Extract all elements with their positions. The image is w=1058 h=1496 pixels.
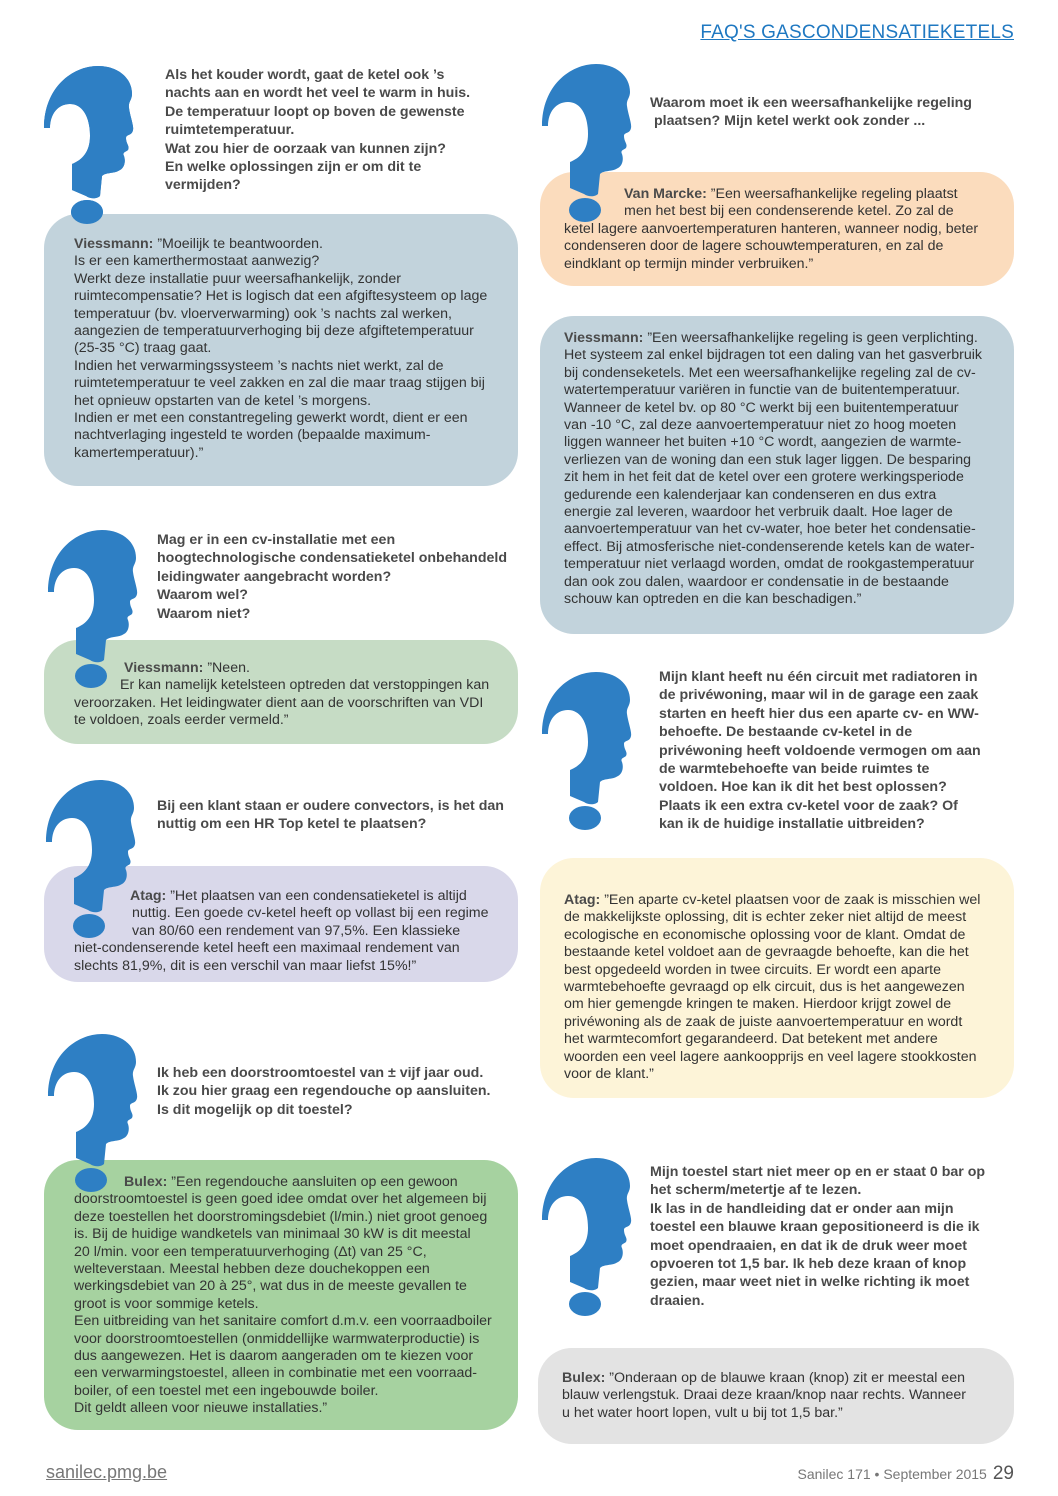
question-5: Bij een klant staan er oudere convectors, is het dan nuttig om een HR Top ketel te plaatsen?: [157, 798, 504, 833]
answer-6-bulex: Bulex: ”Een regendouche aansluiten op een gewoon doorstroomtoestel is geen goed idee omdat over het algemeen bij deze toestellen het doorstromingsdebiet (l/min.) niet groot genoeg is. Bij de huidige wandketels van minimaal 30 kW is dit meestal 20 l/min. voor een temperatuurverhoging (Δt) van 25 °C, welteverstaan. Meestal hebben deze douchekoppen een werkingsdebiet van 20 à 25°, wat dus in de meeste gevallen te groot is voor sommige ketels. Een uitbreiding van het sanitaire comfort d.m.v. een voorraadboiler voor doorstroomtoestellen (onmiddellijke warmwaterproductie) is dus aangewezen. Het is daarom aangeraden om te kiezen voor een verwarmingstoestel, alleen in combinatie met een voorraad- boiler, of een toestel met een ingebouwde boiler. Dit geldt alleen voor nieuwe installaties.”: [44, 1160, 518, 1430]
speaker: Van Marcke:: [624, 186, 707, 202]
speaker: Bulex:: [562, 1370, 606, 1386]
speaker: Atag:: [130, 888, 167, 904]
speaker: Viessmann:: [564, 330, 644, 346]
answer-3-viessmann: Viessmann: ”Neen. Er kan namelijk ketelsteen optreden dat verstoppingen kan veroorzaken. Het leidingwater dient aan de voorschriften van VDI te voldoen, zoals eerder vermeld.”: [44, 640, 518, 744]
question-mark-head-profile-icon: [44, 778, 136, 938]
answer-4-atag: Atag: ”Een aparte cv-ketel plaatsen voor de zaak is misschien wel de makkelijkste oplossing, dit is echter zeker niet altijd de meest ecologische en economische oplossing voor de klant. Omdat de bestaande ketel voldoet aan de gevraagde behoefte, kan die het best opgedeeld worden in twee circuits. Er wordt een aparte warmtebehoefte gevraagd op elk circuit, dus is het aangewezen om hier gemengde kringen te maken. Hierdoor krijgt zowel de privéwoning als de zaak de juiste aanvoertemperatuur en wordt het warmtecomfort gegarandeerd. Dat betekent met andere woorden een veel lagere aankoopprijs en veel lagere stookkosten voor de klant.”: [540, 858, 1014, 1098]
page-number: 29: [992, 1463, 1014, 1484]
question-mark-head-profile-icon: [540, 62, 632, 222]
question-mark-head-profile-icon: [46, 528, 138, 688]
question-mark-head-profile-icon: [46, 1032, 138, 1192]
question-7: Mijn toestel start niet meer op en er staat 0 bar op het scherm/metertje af te lezen. Ik las in de handleiding dat er onder aan mijn toestel een blauwe kraan gepositioneerd is die ik moet opendraaien, en dat ik de druk weer moet opvoeren tot 1,5 bar. Ik heb deze kraan of knop gezien, maar weet niet in welke richting ik moet draaien.: [650, 1164, 986, 1309]
footer-website-link[interactable]: sanilec.pmg.be: [46, 1462, 168, 1482]
speaker: Bulex:: [124, 1174, 168, 1190]
question-mark-head-profile-icon: [540, 1156, 632, 1316]
speaker: Atag:: [564, 892, 601, 908]
question-mark-head-profile-icon: [42, 64, 134, 224]
question-mark-head-profile-icon: [540, 670, 632, 830]
question-4: Mijn klant heeft nu één circuit met radiatoren in de privéwoning, maar wil in de garage een zaak starten en heeft hier dus een aparte cv- en WW- behoefte. De bestaande cv-ketel in de privéwoning heeft voldoende vermogen om aan de warmtebehoefte van beide ruimtes te voldoen. Hoe kan ik dit het best oplossen? Plaats ik een extra cv-ketel voor de zaak? Of kan ik de huidige installatie uitbreiden?: [659, 669, 981, 833]
answer-2-viessmann: Viessmann: ”Een weersafhankelijke regeling is geen verplichting. Het systeem zal enkel bijdragen tot een daling van het gasverbruik bij condenseketels. Met een weersafhankelijke regeling zal de cv- watertemperatuur variëren in functie van de buitentemperatuur. Wanneer de ketel bv. op 80 °C werkt bij een buitentemperatuur van -10 °C, zal deze aanvoertemperatuur niet zo hoog moeten liggen wanneer het buiten +10 °C wordt, aangezien de warmte- verliezen van de woning dan een stuk lager liggen. De besparing zit hem in het feit dat de ketel over een grotere werkingsperiode gedurende een kalenderjaar kan condenseren en dus extra energie zal leveren, waardoor het verbruik daalt. Hoe lager de aanvoertemperatuur van het cv-water, hoe beter het condensatie- effect. Bij atmosferische niet-condenserende ketels kan de water- temperatuur niet verlaagd worden, omdat de rookgastemperatuur dan ook zou dalen, waardoor er condensatie in de bestaande schouw kan optreden en die kan beschadigen.”: [540, 316, 1014, 634]
answer-2-van-marcke: Van Marcke: ”Een weersafhankelijke regeling plaatst men het best bij een condenserende ketel. Zo zal de ketel lagere aanvoertemperaturen hanteren, wanneer nodig, beter condenseren door de lagere schouwtemperaturen, en zal de eindklant op termijn minder verbruiken.”: [540, 172, 1014, 286]
question-3: Mag er in een cv-installatie met een hoogtechnologische condensatieketel onbehandeld leidingwater aangebracht worden? Waarom wel? Waarom niet?: [157, 532, 508, 622]
question-6: Ik heb een doorstroomtoestel van ± vijf jaar oud. Ik zou hier graag een regendouche op aansluiten. Is dit mogelijk op dit toestel?: [157, 1065, 491, 1118]
speaker: Viessmann:: [124, 660, 204, 676]
answer-1-viessmann: Viessmann: ”Moeilijk te beantwoorden. Is er een kamerthermostaat aanwezig? Werkt deze installatie puur weersafhankelijk, zonder ruimtecompensatie? Het is logisch dat een afgiftesysteem op lage temperatuur (bv. vloerverwarming) ook ’s nachts zal werken, aangezien de temperatuurverhoging bij deze afgiftetemperatuur (25-35 °C) traag gaat. Indien het verwarmingssysteem ’s nachts niet werkt, zal de ruimtetemperatuur te veel zakken en zal die maar traag stijgen bij het opnieuw opstarten van de ketel ’s morgens. Indien er met een constantregeling gewerkt wordt, dient er een nachtverlaging ingesteld te worden (bepaalde maximum- kamertemperatuur).”: [44, 214, 518, 486]
answer-7-bulex: Bulex: ”Onderaan op de blauwe kraan (knop) zit er meestal een blauw verlengstuk. Draai deze kraan/knop naar rechts. Wanneer u het water hoort lopen, vult u bij tot 1,5 bar.”: [538, 1348, 1014, 1444]
page-header: FAQ'S GASCONDENSATIEKETELS: [700, 22, 1014, 43]
speaker: Viessmann:: [74, 236, 154, 252]
question-1: Als het kouder wordt, gaat de ketel ook ’s nachts aan en wordt het veel te warm in huis. De temperatuur loopt op boven de gewenste ruimtetemperatuur. Wat zou hier de oorzaak van kunnen zijn? En welke oplossingen zijn er om dit te vermijden?: [165, 67, 471, 194]
footer-issue: [797, 1463, 1014, 1485]
question-2: Waarom moet ik een weersafhankelijke regeling plaatsen? Mijn ketel werkt ook zonder ...: [650, 95, 972, 130]
answer-5-atag: Atag: ”Het plaatsen van een condensatieketel is altijd nuttig. Een goede cv-ketel heeft op vollast bij een regime van 80/60 een rendement van 97,5%. Een klassieke niet-condenserende ketel heeft een maximaal rendement van slechts 81,9%, dit is een verschil van maar liefst 15%!”: [44, 866, 518, 982]
issue-label: Sanilec 171 • September 2015: [797, 1466, 987, 1482]
